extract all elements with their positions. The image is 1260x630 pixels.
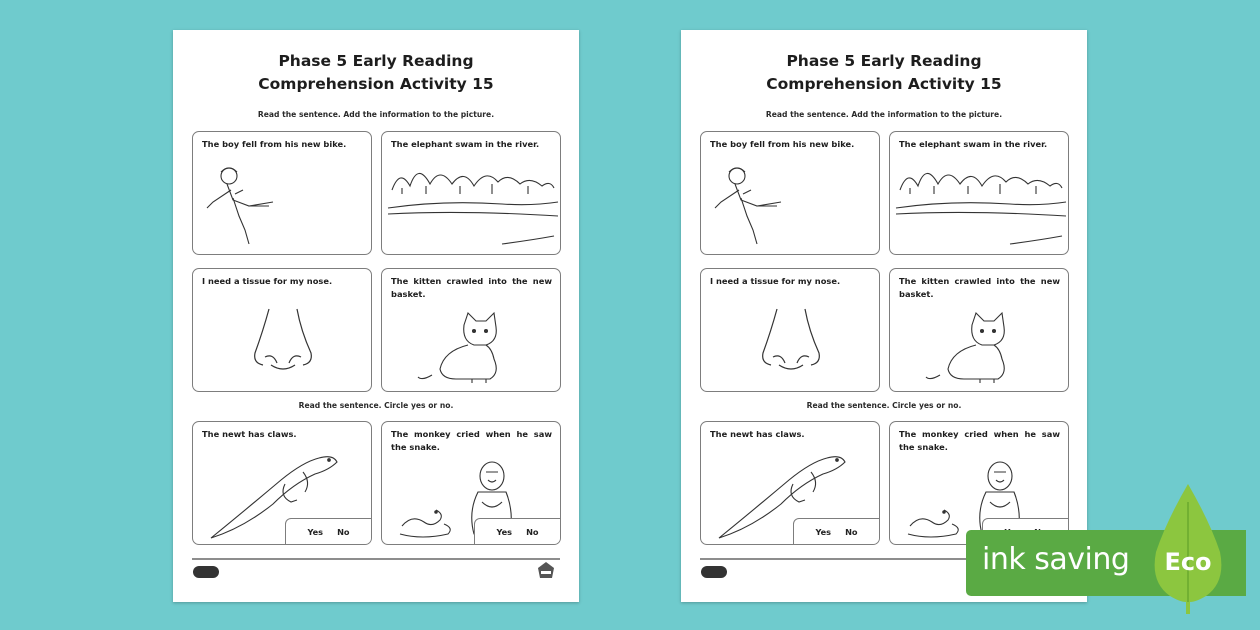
card-sentence: The newt has claws. bbox=[202, 429, 297, 439]
card-sentence: I need a tissue for my nose. bbox=[202, 276, 333, 286]
card-elephant bbox=[889, 131, 1069, 255]
card-tissue bbox=[700, 268, 880, 392]
card-monkey bbox=[381, 421, 561, 545]
title-line-1: Phase 5 Early Reading bbox=[278, 52, 474, 70]
card-sentence: The elephant swam in the river. bbox=[899, 139, 1048, 149]
card-sentence: I need a tissue for my nose. bbox=[710, 276, 841, 286]
yes-option[interactable]: Yes bbox=[307, 526, 324, 537]
river-scene-icon bbox=[890, 132, 1069, 255]
card-sentence: The boy fell from his new bike. bbox=[202, 139, 347, 149]
card-sentence: The kitten crawled into the new basket. bbox=[899, 276, 1060, 299]
card-sentence: The monkey cried when he saw the snake. bbox=[391, 429, 552, 452]
river-scene-icon bbox=[382, 132, 561, 255]
yes-no-box[interactable] bbox=[285, 518, 372, 545]
card-sentence: The newt has claws. bbox=[710, 429, 805, 439]
card-kitten bbox=[889, 268, 1069, 392]
card-kitten bbox=[381, 268, 561, 392]
card-boy bbox=[192, 131, 372, 255]
no-option[interactable]: No bbox=[337, 526, 350, 537]
card-tissue bbox=[192, 268, 372, 392]
instruction-top: Read the sentence. Add the information to the picture. bbox=[257, 110, 495, 119]
card-sentence: The monkey cried when he saw the snake. bbox=[899, 429, 1060, 452]
card-sentence: The kitten crawled into the new basket. bbox=[391, 276, 552, 299]
brand-logo-icon bbox=[701, 566, 727, 578]
eco-leaf-drop-icon bbox=[1150, 482, 1226, 616]
title-line-1: Phase 5 Early Reading bbox=[786, 52, 982, 70]
yes-option[interactable]: Yes bbox=[815, 526, 832, 537]
instruction-bottom: Read the sentence. Circle yes or no. bbox=[806, 401, 962, 410]
nose-icon bbox=[193, 269, 372, 392]
brand-logo-icon bbox=[193, 566, 219, 578]
kitten-icon bbox=[890, 269, 1069, 392]
worksheet-preview-right bbox=[681, 30, 1087, 602]
nose-icon bbox=[701, 269, 880, 392]
card-boy bbox=[700, 131, 880, 255]
title-line-2: Comprehension Activity 15 bbox=[258, 75, 494, 93]
worksheet-title bbox=[173, 50, 579, 96]
card-sentence: The elephant swam in the river. bbox=[391, 139, 540, 149]
card-monkey bbox=[889, 421, 1069, 545]
card-elephant bbox=[381, 131, 561, 255]
footer-divider bbox=[192, 558, 560, 560]
ink-saving-label: ink saving bbox=[982, 542, 1130, 577]
title-line-2: Comprehension Activity 15 bbox=[766, 75, 1002, 93]
boy-falling-icon bbox=[701, 132, 880, 255]
eco-tag: Eco bbox=[1164, 548, 1212, 576]
worksheet-title bbox=[681, 50, 1087, 96]
worksheet-preview-left bbox=[173, 30, 579, 602]
badge-icon bbox=[535, 560, 557, 580]
instruction-top: Read the sentence. Add the information to the picture. bbox=[765, 110, 1003, 119]
no-option[interactable]: No bbox=[526, 526, 539, 537]
boy-falling-icon bbox=[193, 132, 372, 255]
yes-option[interactable]: Yes bbox=[496, 526, 513, 537]
no-option[interactable]: No bbox=[845, 526, 858, 537]
card-newt bbox=[192, 421, 372, 545]
instruction-bottom: Read the sentence. Circle yes or no. bbox=[298, 401, 454, 410]
kitten-icon bbox=[382, 269, 561, 392]
yes-no-box[interactable] bbox=[793, 518, 880, 545]
card-newt bbox=[700, 421, 880, 545]
yes-no-box[interactable] bbox=[474, 518, 561, 545]
card-sentence: The boy fell from his new bike. bbox=[710, 139, 855, 149]
